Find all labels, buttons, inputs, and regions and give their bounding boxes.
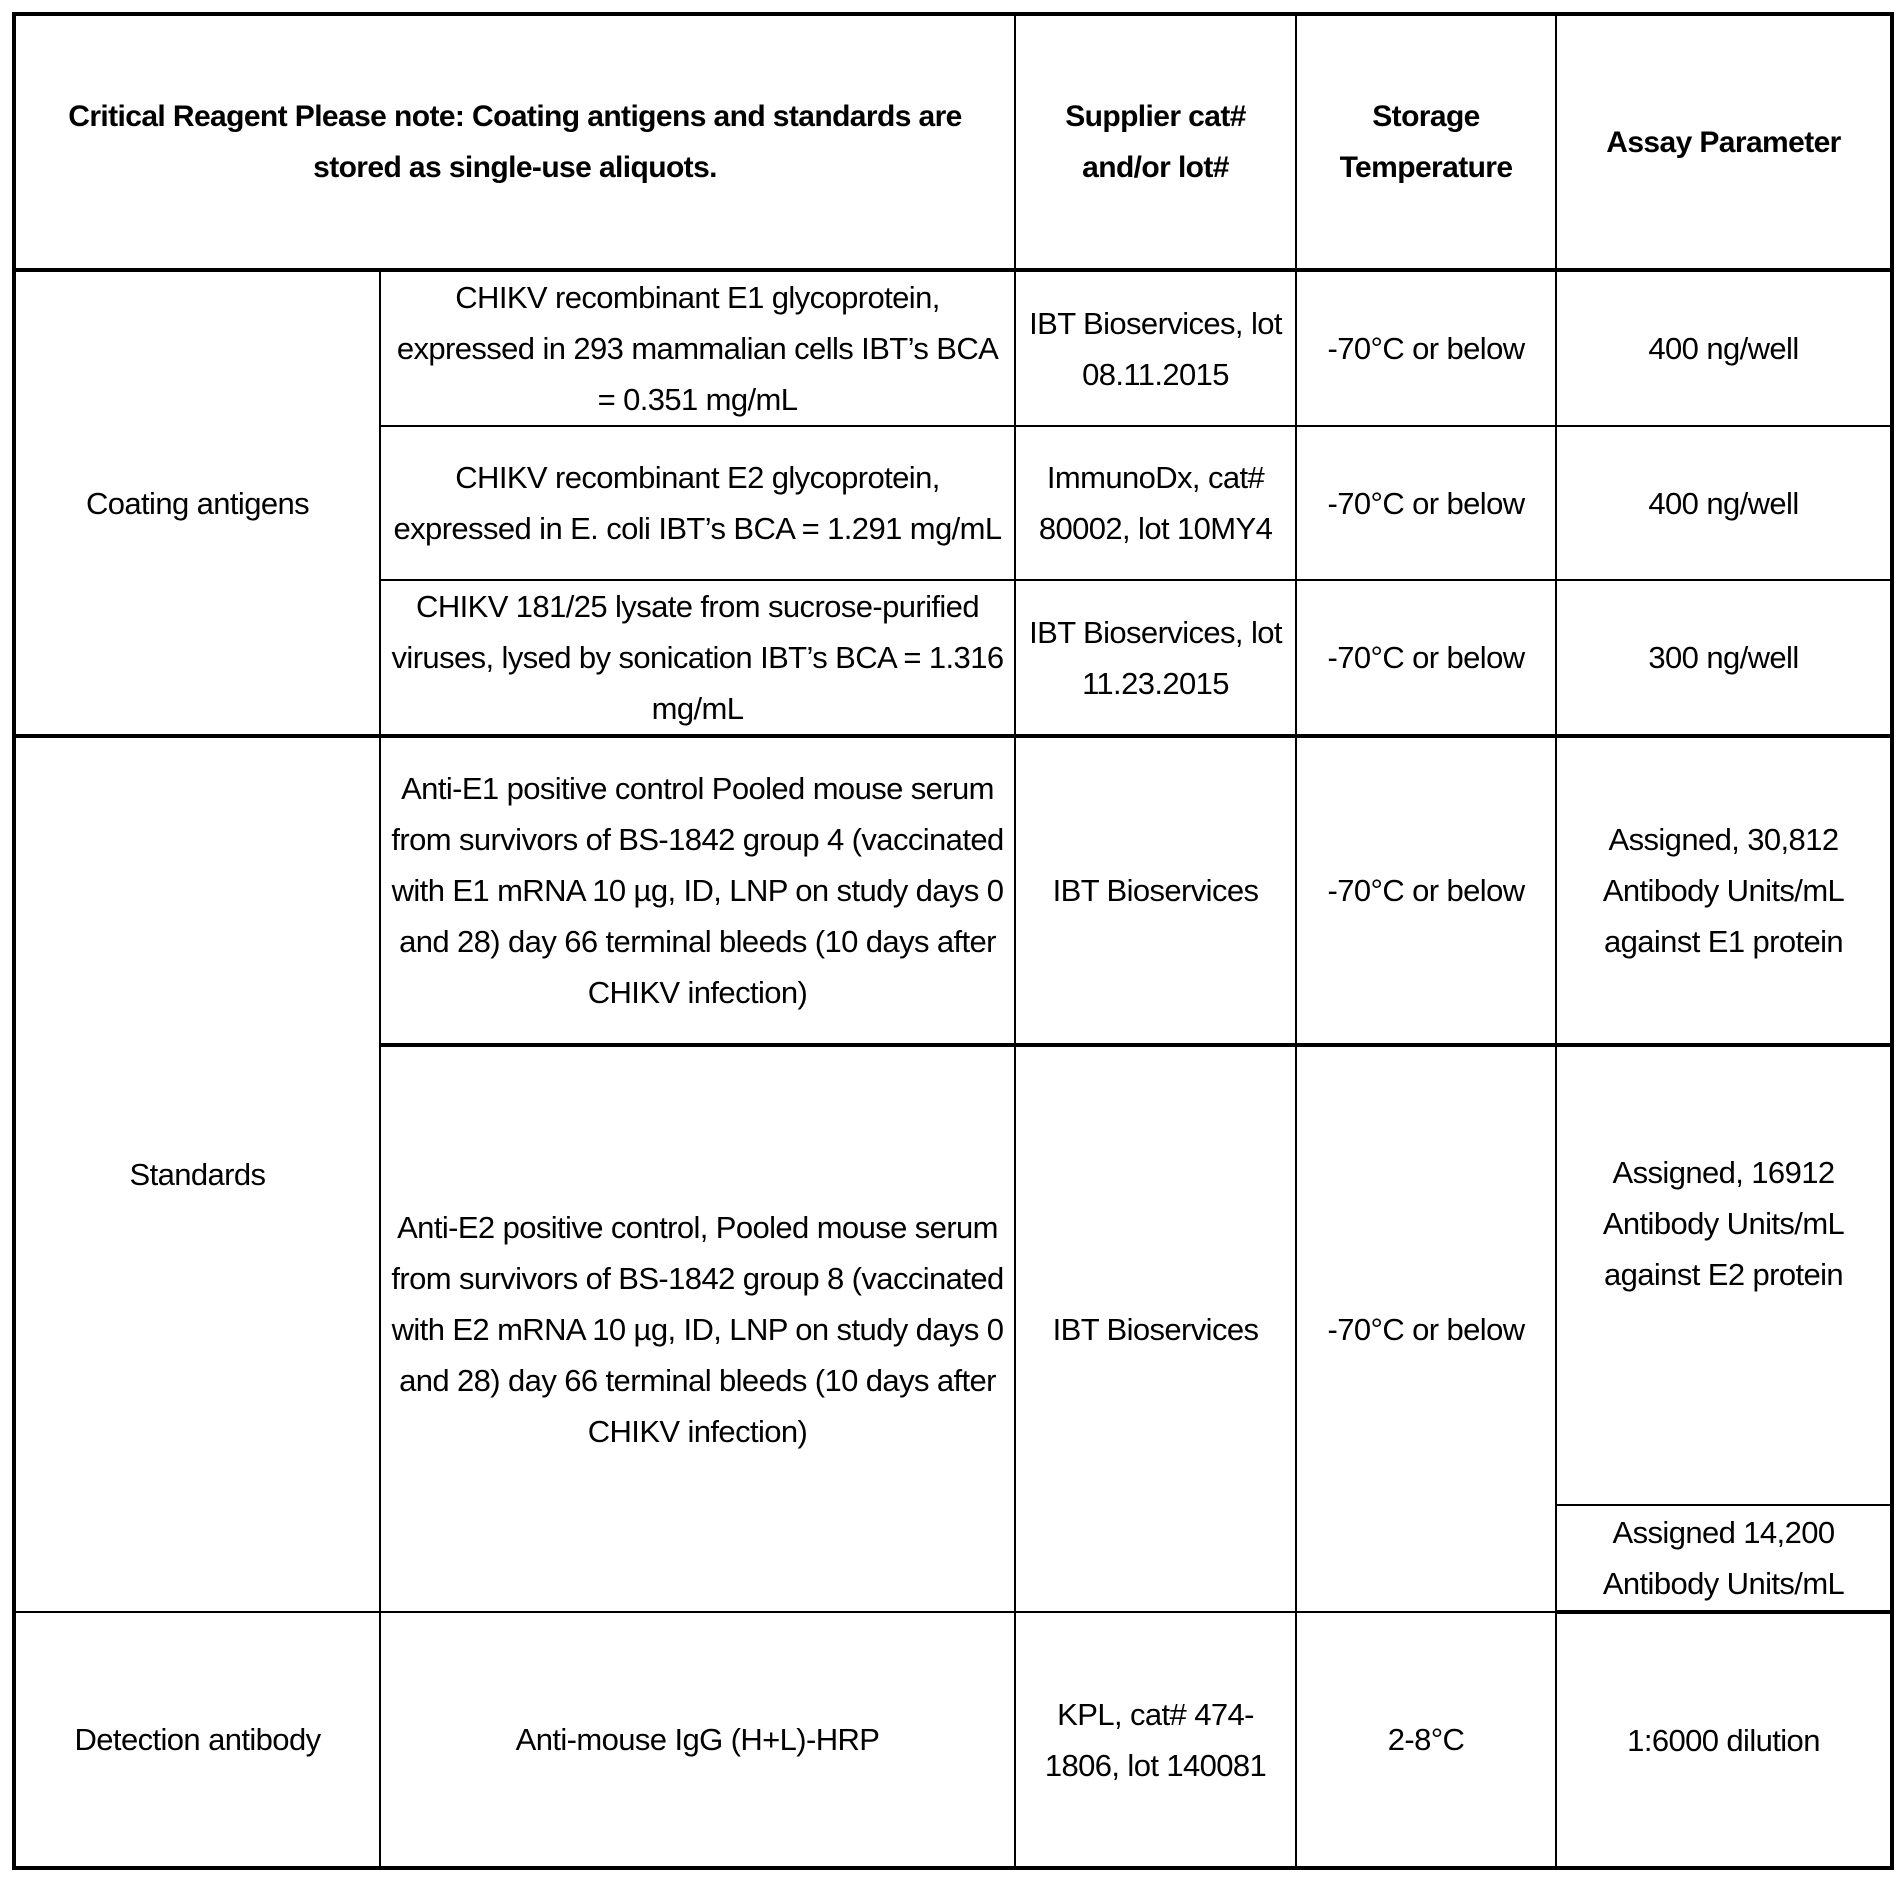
reagent-description: CHIKV 181/25 lysate from sucrose-purified viruses, lysed by sonication IBT’s BCA = 1.316 mg/mL xyxy=(380,580,1015,736)
table-row xyxy=(14,736,1892,1045)
header-critical-reagent-note: Critical Reagent Please note: Coating antigens and standards are stored as single-use aliquots. xyxy=(14,14,1015,270)
reagent-assay-parameter: 400 ng/well xyxy=(1556,426,1892,580)
reagent-assay-parameter: Assigned, 30,812 Antibody Units/mL against E1 protein xyxy=(1556,736,1892,1045)
reagent-storage-temperature: -70°C or below xyxy=(1296,580,1556,736)
reagent-assay-parameter-extra: Assigned 14,200 Antibody Units/mL xyxy=(1556,1505,1892,1612)
header-supplier: Supplier cat# and/or lot# xyxy=(1015,14,1296,270)
reagent-storage-temperature: -70°C or below xyxy=(1296,270,1556,426)
critical-reagents-table xyxy=(12,12,1894,1870)
reagent-supplier: KPL, cat# 474-1806, lot 140081 xyxy=(1015,1612,1296,1868)
reagent-description: CHIKV recombinant E1 glycoprotein, expressed in 293 mammalian cells IBT’s BCA = 0.351 mg/mL xyxy=(380,270,1015,426)
reagent-description: Anti-E1 positive control Pooled mouse serum from survivors of BS-1842 group 4 (vaccinated with E1 mRNA 10 µg, ID, LNP on study days 0 and 28) day 66 terminal bleeds (10 days after CHIKV infection) xyxy=(380,736,1015,1045)
reagent-storage-temperature: -70°C or below xyxy=(1296,426,1556,580)
table-row xyxy=(14,270,1892,426)
group-label-standards: Standards xyxy=(14,736,380,1612)
reagent-supplier: IBT Bioservices, lot 11.23.2015 xyxy=(1015,580,1296,736)
header-row xyxy=(14,14,1892,270)
reagent-assay-parameter: 1:6000 dilution xyxy=(1556,1612,1892,1868)
group-label-coating-antigens: Coating antigens xyxy=(14,270,380,736)
reagent-description: Anti-mouse IgG (H+L)-HRP xyxy=(380,1612,1015,1868)
reagent-storage-temperature: -70°C or below xyxy=(1296,1045,1556,1612)
reagent-storage-temperature: 2-8°C xyxy=(1296,1612,1556,1868)
group-label-detection-antibody: Detection antibody xyxy=(14,1612,380,1868)
reagent-supplier: IBT Bioservices xyxy=(1015,1045,1296,1612)
reagent-description: Anti-E2 positive control, Pooled mouse serum from survivors of BS-1842 group 8 (vaccinated with E2 mRNA 10 µg, ID, LNP on study days 0 and 28) day 66 terminal bleeds (10 days after CHIKV infection) xyxy=(380,1045,1015,1612)
header-assay-parameter: Assay Parameter xyxy=(1556,14,1892,270)
reagent-assay-parameter: Assigned, 16912 Antibody Units/mL against E2 protein xyxy=(1556,1045,1892,1505)
reagent-description: CHIKV recombinant E2 glycoprotein, expressed in E. coli IBT’s BCA = 1.291 mg/mL xyxy=(380,426,1015,580)
reagent-assay-parameter: 400 ng/well xyxy=(1556,270,1892,426)
reagent-supplier: ImmunoDx, cat# 80002, lot 10MY4 xyxy=(1015,426,1296,580)
reagent-supplier: IBT Bioservices, lot 08.11.2015 xyxy=(1015,270,1296,426)
header-storage-temperature: Storage Temperature xyxy=(1296,14,1556,270)
table-row xyxy=(14,1612,1892,1868)
reagent-storage-temperature: -70°C or below xyxy=(1296,736,1556,1045)
reagent-assay-parameter: 300 ng/well xyxy=(1556,580,1892,736)
reagent-supplier: IBT Bioservices xyxy=(1015,736,1296,1045)
